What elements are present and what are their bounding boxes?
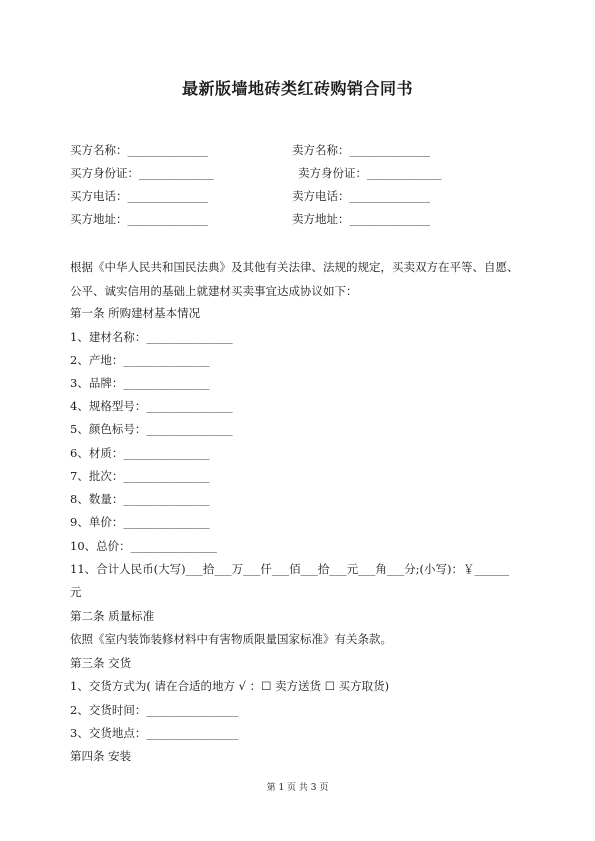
- item-material-name: 1、建材名称：_______________: [70, 330, 233, 344]
- item-origin: 2、产地：_______________: [70, 353, 210, 367]
- item-batch: 7、批次：_______________: [70, 469, 210, 483]
- buyer-id-field: 买方身份证：_____________: [70, 166, 214, 180]
- item-total-rmb: 11、合计人民币(大写)___拾___万___仟___佰___拾___元___角___分;(小写)：￥______: [70, 562, 509, 576]
- buyer-phone-field: 买方电话：______________: [70, 189, 208, 203]
- seller-name-field: 卖方名称：______________: [292, 143, 430, 157]
- delivery-place: 3、交货地点：________________: [70, 726, 239, 740]
- item-color-grade: 5、颜色标号：_______________: [70, 422, 233, 436]
- article-1-heading: 第一条 所购建材基本情况: [70, 306, 201, 320]
- intro-text-line-2: 公平、诚实信用的基础上就建材买卖事宜达成协议如下：: [70, 284, 358, 298]
- item-total-rmb-unit: 元: [70, 585, 82, 599]
- article-4-heading: 第四条 安装: [70, 749, 132, 763]
- buyer-name-field: 买方名称：______________: [70, 143, 208, 157]
- item-total-price: 10、总价：_______________: [70, 539, 217, 553]
- item-unit-price: 9、单价：_______________: [70, 515, 210, 529]
- item-quantity: 8、数量：_______________: [70, 492, 210, 506]
- delivery-method: 1、交货方式为( 请在合适的地方 √ ：☐ 卖方送货 ☐ 买方取货): [70, 679, 390, 693]
- seller-phone-field: 卖方电话：______________: [292, 189, 430, 203]
- intro-text-line-1: 根据《中华人民共和国民法典》及其他有关法律、法规的规定，买卖双方在平等、自愿、: [70, 260, 519, 274]
- item-spec-model: 4、规格型号：_______________: [70, 399, 233, 413]
- item-material: 6、材质：_______________: [70, 446, 210, 460]
- page-number: 第 1 页 共 3 页: [266, 783, 329, 793]
- delivery-time: 2、交货时间：________________: [70, 703, 239, 717]
- article-2-text: 依照《室内装饰装修材料中有害物质限量国家标准》有关条款。: [70, 632, 392, 646]
- item-brand: 3、品牌：_______________: [70, 376, 210, 390]
- buyer-address-field: 买方地址：______________: [70, 212, 208, 226]
- article-3-heading: 第三条 交货: [70, 656, 132, 670]
- article-2-heading: 第二条 质量标准: [70, 609, 155, 623]
- seller-id-field: 卖方身份证：_____________: [298, 166, 442, 180]
- seller-address-field: 卖方地址：______________: [292, 212, 430, 226]
- document-title: 最新版墙地砖类红砖购销合同书: [181, 79, 413, 98]
